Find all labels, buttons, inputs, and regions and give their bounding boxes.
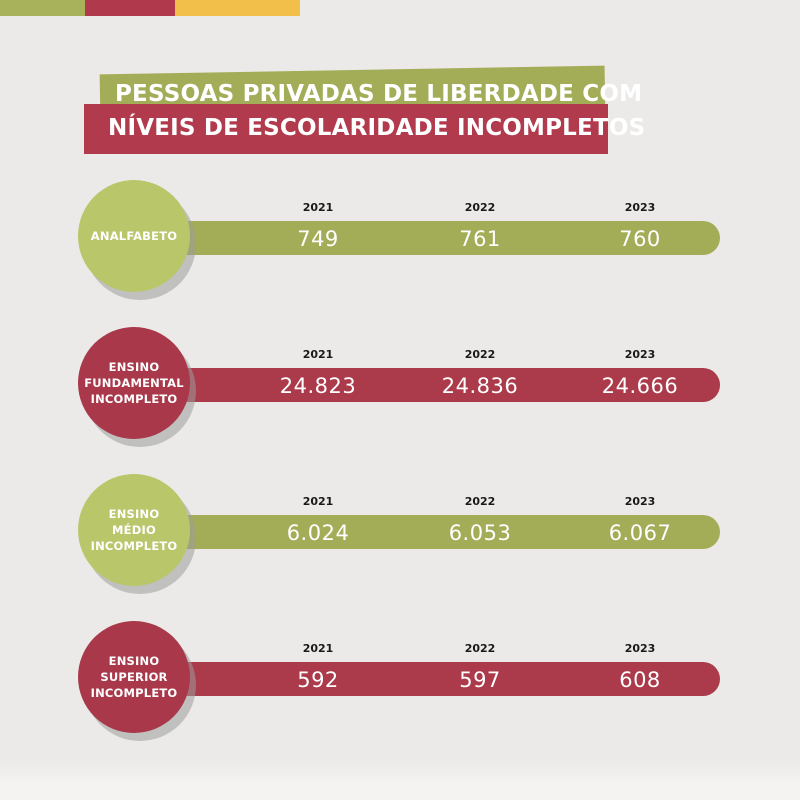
- value-label: 592: [297, 668, 339, 692]
- year-label: 2022: [464, 642, 496, 655]
- year-label: 2021: [302, 348, 334, 361]
- year-label: 2021: [302, 201, 334, 214]
- year-label: 2022: [464, 201, 496, 214]
- category-circle: [78, 327, 190, 439]
- category-circle: [78, 180, 190, 292]
- value-label: 6.053: [448, 521, 512, 545]
- value-label: 6.024: [286, 521, 350, 545]
- year-label: 2023: [624, 201, 656, 214]
- value-label: 24.823: [279, 374, 357, 398]
- category-circle: [78, 621, 190, 733]
- year-label: 2021: [302, 642, 334, 655]
- year-label: 2023: [624, 348, 656, 361]
- category-label: ENSINO FUNDAMENTAL INCOMPLETO: [84, 360, 184, 406]
- title-line-1: PESSOAS PRIVADAS DE LIBERDADE COM: [115, 81, 643, 107]
- year-label: 2023: [624, 495, 656, 508]
- value-label: 597: [459, 668, 501, 692]
- year-label: 2023: [624, 642, 656, 655]
- category-label: ENSINO SUPERIOR INCOMPLETO: [90, 654, 178, 700]
- category-circle: [78, 474, 190, 586]
- year-label: 2022: [464, 495, 496, 508]
- value-label: 761: [459, 227, 501, 251]
- value-label: 760: [619, 227, 661, 251]
- value-label: 24.836: [441, 374, 519, 398]
- value-label: 749: [297, 227, 339, 251]
- year-label: 2022: [464, 348, 496, 361]
- title-line-2: NÍVEIS DE ESCOLARIDADE INCOMPLETOS: [108, 115, 646, 141]
- category-label: ANALFABETO: [90, 229, 178, 243]
- paper-edge: [0, 760, 800, 800]
- value-label: 6.067: [608, 521, 672, 545]
- top-accent-red: [85, 0, 175, 16]
- value-label: 24.666: [601, 374, 679, 398]
- top-accent-green: [0, 0, 85, 16]
- year-label: 2021: [302, 495, 334, 508]
- top-accent-yellow: [175, 0, 300, 16]
- category-label: ENSINO MÉDIO INCOMPLETO: [90, 507, 178, 553]
- value-label: 608: [619, 668, 661, 692]
